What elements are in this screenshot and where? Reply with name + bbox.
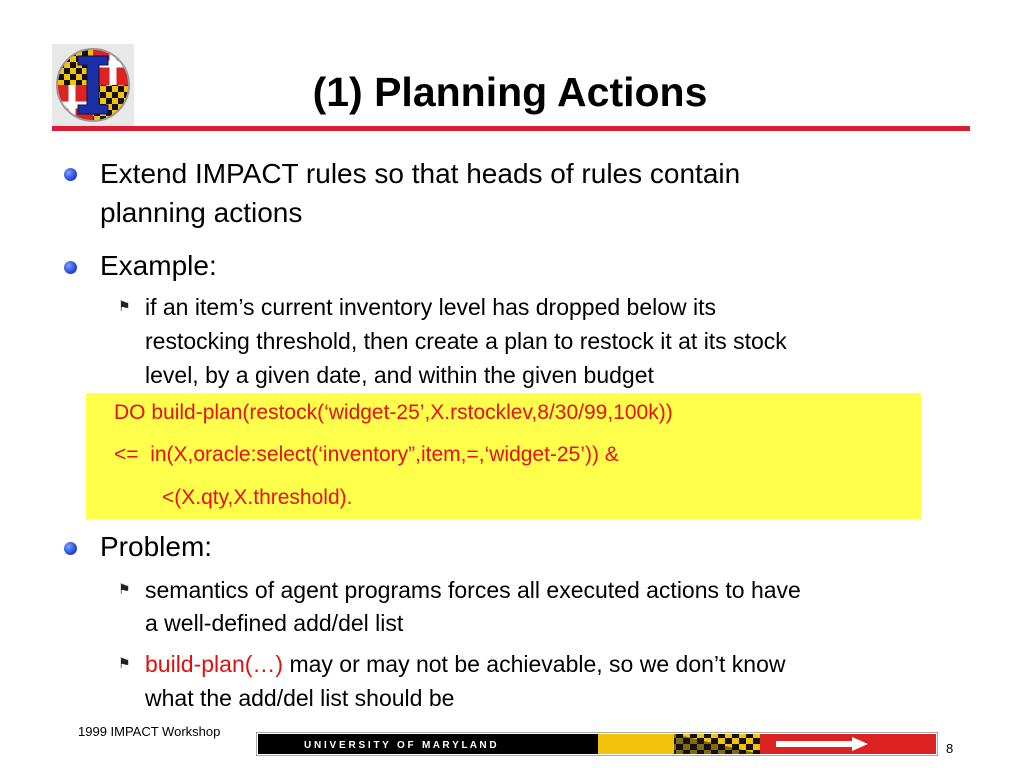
university-text: U N I V E R S I T Y O F M A R Y L A N D <box>304 740 497 751</box>
flag-bullet-icon: ⚑ <box>118 655 131 671</box>
slide-title: (1) Planning Actions <box>312 69 708 115</box>
blue-sphere-bullet-icon <box>64 261 77 274</box>
build-plan-highlight: build-plan(…) <box>145 651 284 677</box>
bullet-2-line-1: Example: <box>100 250 217 281</box>
code-line-1: DO build-plan(restock(‘widget-25’,X.rstocklev,8/30/99,100k)) <box>114 401 673 424</box>
page-number: 8 <box>946 741 954 756</box>
example-sub-line-3: level, by a given date, and within the given budget <box>145 362 654 388</box>
code-line-2: <= in(X,oracle:select(‘inventory”,item,=,‘widget-25’)) & <box>114 443 619 466</box>
flag-bullet-icon: ⚑ <box>118 298 131 314</box>
title-underline <box>52 126 970 131</box>
blue-sphere-bullet-icon <box>64 168 77 181</box>
bullet-3-line-1: Problem: <box>100 531 213 562</box>
problem-sub-2-line-1 <box>145 647 786 681</box>
footer-workshop-label: 1999 IMPACT Workshop <box>78 724 221 739</box>
example-sub-line-1: if an item’s current inventory level has dropped below its <box>145 294 717 320</box>
code-line-3: <(X.qty,X.threshold). <box>162 486 353 509</box>
maryland-flag-i-logo <box>52 44 134 126</box>
problem-sub-1-line-2: a well-defined add/del list <box>145 610 404 636</box>
problem-sub-2-line-2: what the add/del list should be <box>145 685 455 711</box>
blue-sphere-bullet-icon <box>64 542 77 555</box>
example-sub-line-2: restocking threshold, then create a plan to restock it at its stock <box>145 328 787 354</box>
problem-sub-1-line-1: semantics of agent programs forces all executed actions to have <box>145 577 801 603</box>
flag-bullet-icon: ⚑ <box>118 581 131 597</box>
university-of-maryland-banner <box>256 732 938 756</box>
bullet-1-line-2: planning actions <box>100 197 303 228</box>
bullet-1-line-1: Extend IMPACT rules so that heads of rules contain <box>100 158 741 189</box>
problem-sub-2-rest: may or may not be achievable, so we don’t know <box>283 651 786 677</box>
